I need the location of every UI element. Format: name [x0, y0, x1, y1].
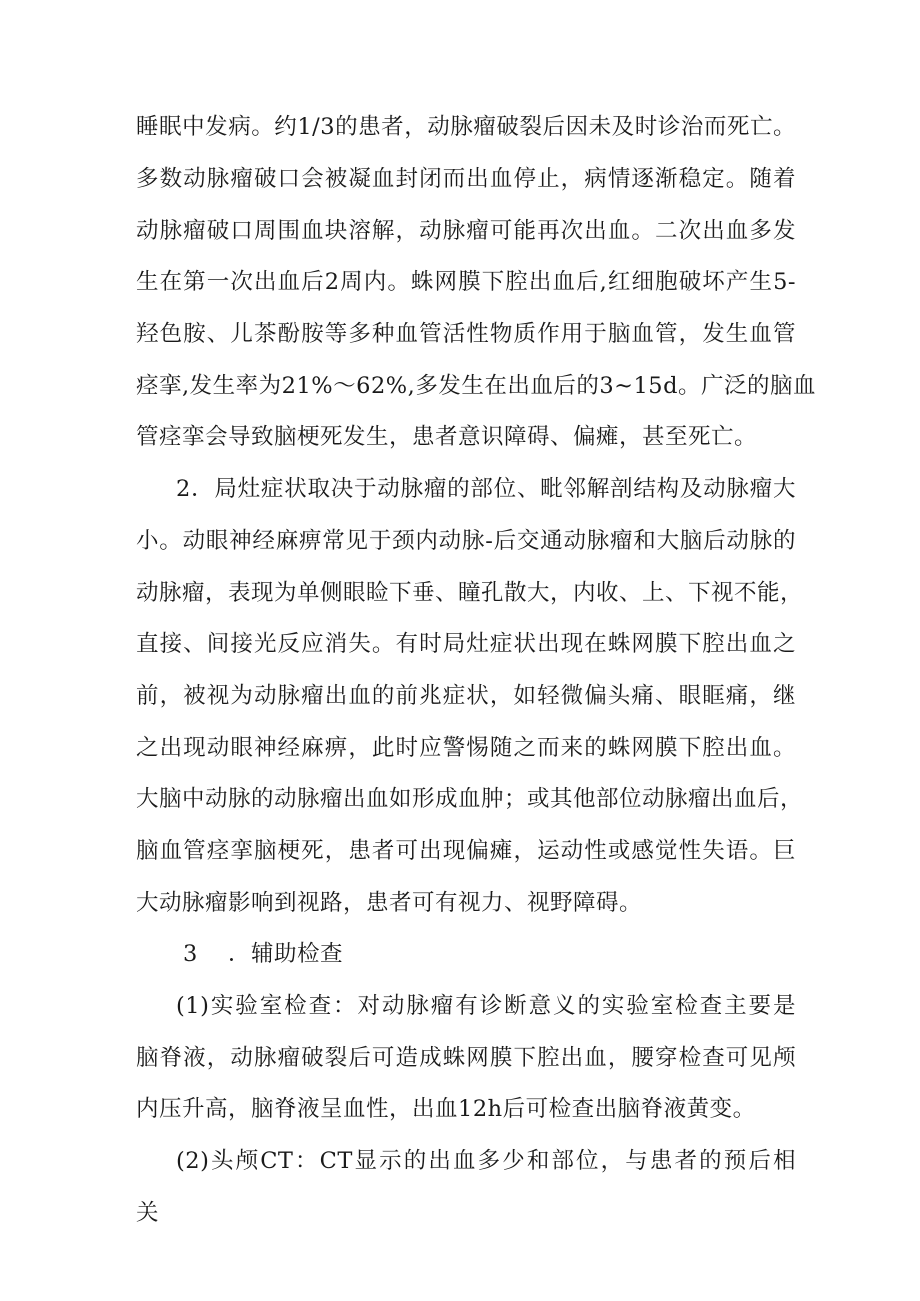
section-title: ．辅助检查 — [228, 941, 344, 967]
section-number: 3 — [183, 941, 198, 967]
text-line: 动脉瘤破口周围血块溶解，动脉瘤可能再次出血。二次出血多发 — [136, 218, 796, 244]
text-line: 2．局灶症状取决于动脉瘤的部位、毗邻解剖结构及动脉瘤大 — [176, 476, 796, 502]
text-line: 大脑中动脉的动脉瘤出血如形成血肿；或其他部位动脉瘤出血后， — [136, 786, 804, 812]
text-line: 内压升高，脑脊液呈血性，出血12h后可检查出脑脊液黄变。 — [136, 1096, 756, 1122]
text-line: (1)实验室检查：对动脉瘤有诊断意义的实验室检查主要是 — [176, 993, 796, 1019]
text-line: 管痉挛会导致脑梗死发生，患者意识障碍、偏瘫，甚至死亡。 — [136, 424, 758, 450]
text-line: 脑血管痉挛脑梗死，患者可出现偏瘫，运动性或感觉性失语。巨 — [136, 838, 796, 864]
text-line: 直接、间接光反应消失。有时局灶症状出现在蛛网膜下腔出血之 — [136, 631, 796, 657]
text-line: 大动脉瘤影响到视路，患者可有视力、视野障碍。 — [136, 890, 643, 916]
text-line: 脑脊液，动脉瘤破裂后可造成蛛网膜下腔出血，腰穿检查可见颅 — [136, 1045, 796, 1071]
text-line: 生在第一次出血后2周内。蛛网膜下腔出血后,红细胞破坏产生5- — [136, 269, 796, 295]
text-line: 痉挛,发生率为21%～62%,多发生在出血后的3~15d。广泛的脑血 — [136, 373, 817, 399]
text-line: 前，被视为动脉瘤出血的前兆症状，如轻微偏头痛、眼眶痛，继 — [136, 683, 796, 709]
text-line: 小。动眼神经麻痹常见于颈内动脉-后交通动脉瘤和大脑后动脉的 — [136, 528, 796, 554]
text-line: 之出现动眼神经麻痹，此时应警惕随之而来的蛛网膜下腔出血。 — [136, 735, 796, 761]
text-line: 动脉瘤，表现为单侧眼睑下垂、瞳孔散大，内收、上、下视不能， — [136, 580, 804, 606]
text-line: (2)头颅CT：CT显示的出血多少和部位，与患者的预后相 — [176, 1148, 796, 1174]
text-line: 睡眠中发病。约1/3的患者，动脉瘤破裂后因未及时诊治而死亡。 — [136, 114, 796, 140]
text-line: 羟色胺、儿茶酚胺等多种血管活性物质作用于脑血管，发生血管 — [136, 321, 796, 347]
text-line: 多数动脉瘤破口会被凝血封闭而出血停止，病情逐渐稳定。随着 — [136, 166, 796, 192]
text-line: 关 — [136, 1200, 160, 1226]
